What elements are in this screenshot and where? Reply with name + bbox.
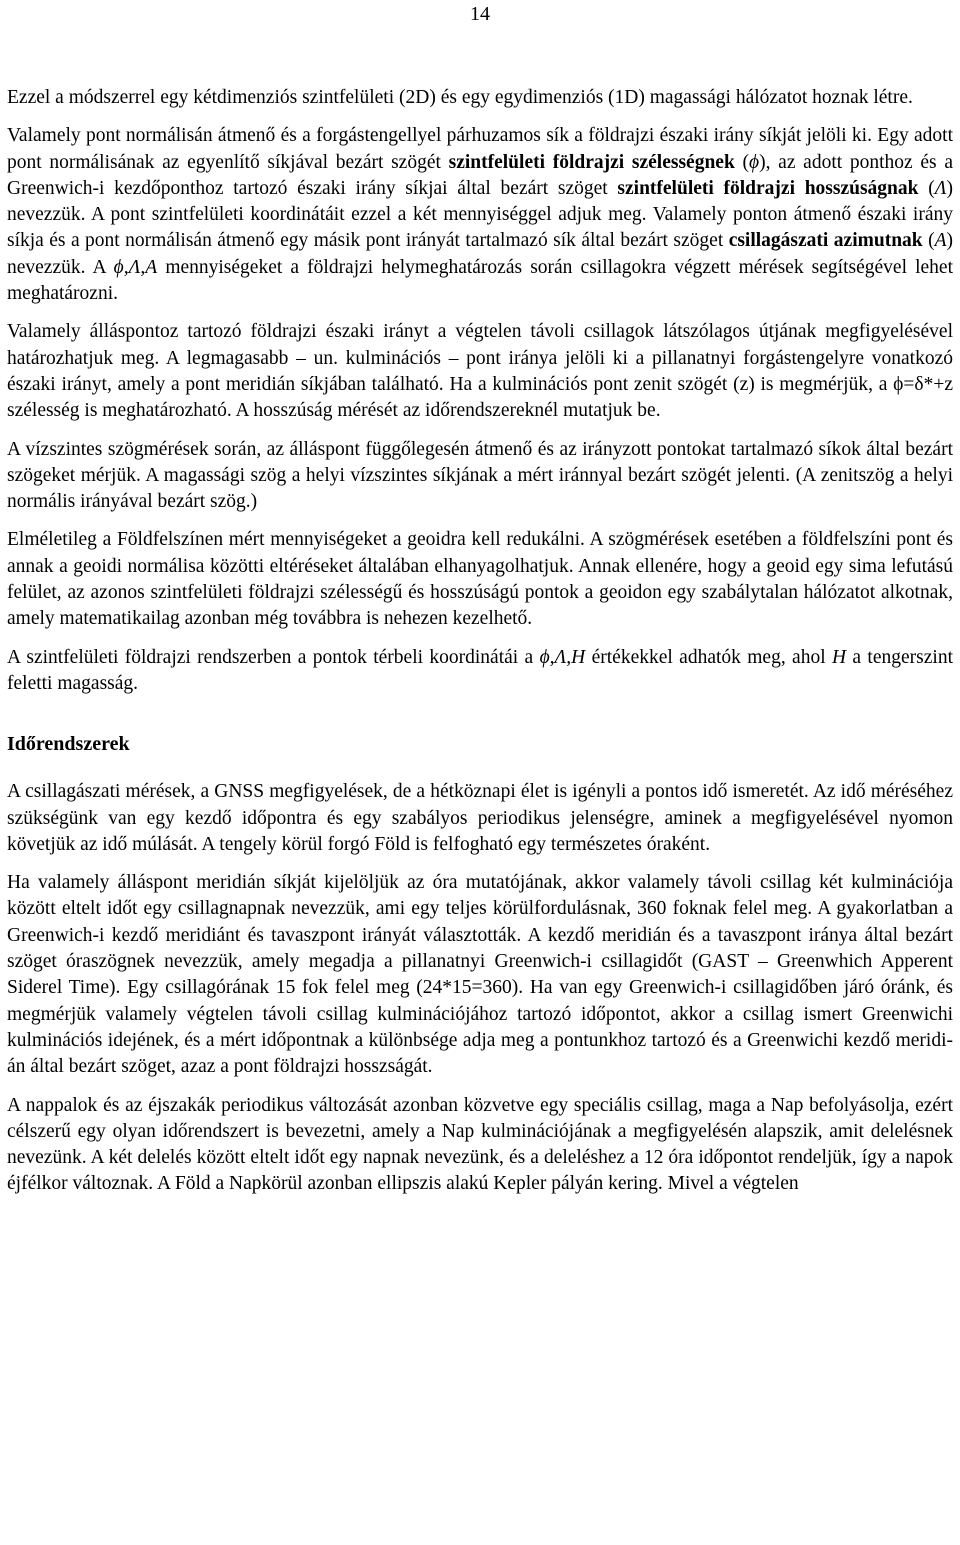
- symbol-lambda: Λ: [934, 177, 947, 199]
- text-run: A szintfelületi földrajzi rendszerben a pontok térbeli koordinátái a: [7, 646, 540, 668]
- text-run: mennyiségeket a földrajzi helymeghatározás során csillagokra végzett mérések segítségével lehet meghatározni.: [7, 256, 953, 305]
- term-azimuth: csillagászati azimutnak: [728, 230, 923, 252]
- text-run: (: [734, 151, 749, 173]
- paragraph-intro: Ezzel a módszerrel egy kétdimenziós szintfelületi (2D) és egy egydimenziós (1D) magassági hálózatot hoznak létre.: [7, 87, 913, 108]
- paragraph-north-direction: Valamely álláspontoz tartozó földrajzi északi irányt a végtelen távoli csillagok látszólagos útjának megfigyelésével határozhatjuk meg. A legmagasabb – un. kulminációs – pont iránya jelöli ki a pillanatnyi forgástengelyre vonatkozó északi irányt, amely a pont meridián síkjában található. Ha a kulminációs pont zenit szögét (z) is megmérjük, a ϕ=δ*+z szélesség is meghatározható. A hosszúság mérését az időrendszereknél mutatjuk be.: [7, 321, 953, 422]
- symbol-a: A: [934, 230, 947, 252]
- symbol-phi-lambda-h: ϕ,Λ,H: [539, 646, 586, 668]
- symbol-phi-lambda-a: ϕ,Λ,A: [113, 256, 158, 278]
- paragraph-geoid: Elméletileg a Földfelszínen mért mennyiségeket a geoidra kell redukálni. A szögmérések esetében a földfelszíni pont és annak a geoidi normálisa közötti eltéréseket általában elhanyagolhatjuk. Annak ellenére, hogy a geoid egy sima lefutású felület, az azonos szintfelületi földrajzi szélességű és hosszúságú pontok a geoidon egy szabálytalan hálózatot alkotnak, amely matematikailag azonban még továbbra is nehezen kezelhető.: [7, 529, 953, 630]
- paragraph-spatial-coordinates: [7, 645, 953, 698]
- paragraph-coordinates: [7, 123, 953, 307]
- text-run: ), az adott ponthoz és a Greenwich-i kezdőponthoz tartozó északi irány síkjai által bezárt szöget: [7, 151, 953, 199]
- symbol-phi: ϕ: [749, 151, 760, 173]
- paragraph-solar-time: A nappalok és az éjszakák periodikus változását azonban közvetve egy speciális csillag, maga a Nap befolyásolja, ezért célszerű egy olyan időrendszert is bevezetni, amely a Nap kulminációjának a megfigyelésén alapszik, amit delelésnek nevezünk. A két delelés között eltelt időt egy napnak nevezünk, és a deleléshez a 12 óra időpontot rendeljük, így a napok éjfélkor változnak. A Föld a Napkörül azonban ellipszis alakú Kepler pályán kering. Mivel a végtelen: [7, 1094, 953, 1195]
- text-run: ) nevezzük. A pont szintfelületi koordinátáit ezzel a két mennyiséggel adjuk meg. Valamely ponton átmenő északi irány síkja és a pont normálisán átmenő egy másik pont irányát tartalmazó sík által bezárt szöget: [7, 177, 953, 252]
- text-run: Valamely pont normálisán átmenő és a forgástengellyel párhuzamos sík a földrajzi északi irány síkját jelöli ki. Egy adott pont normálisának az egyenlítő síkjával bezárt szögét: [7, 125, 953, 173]
- text-run: ) nevezzük. A: [7, 230, 954, 278]
- text-run: a tengerszint feletti magasság.: [7, 646, 953, 694]
- term-latitude: szintfelületi földrajzi szélességnek: [448, 151, 735, 173]
- term-longitude: szintfelületi földrajzi hosszúságnak: [617, 177, 919, 199]
- page-number: 14: [470, 3, 490, 25]
- page-body: [7, 85, 953, 1210]
- text-run: (: [922, 230, 935, 252]
- paragraph-sidereal-time: Ha valamely álláspont meridián síkját kijelöljük az óra mutatójának, akkor valamely távoli csillag két kulminációja között eltelt időt egy csillagnapnak nevezzük, ami egy teljes körülfordulásnak, 360 foknak felel meg. A gyakorlatban a Greenwich-i kezdő meridiánt és tavaszpont irányát választották. A kezdő meridián és a tavaszpont iránya által bezárt szöget óraszögnek nevezzük, amely megadja a pillanatnyi Greenwich-i csillagidőt (GAST – Greenwhich Apperent Siderel Time). Egy csillagórának 15 fok felel meg (24*15=360). Ha van egy Greenwich-i csillagidőben járó óránk, és megmérjük valamely végtelen távoli csillag kulminációjához tartozó időpontot, akkor a csillag ismert Greenwichi kulminációs idejének, és a mért időpontnak a különbsége adja meg a pontunkhoz tartozó és a Greenwichi kezdő meridián által bezárt szöget, azaz a pont földrajzi hosszságát.: [7, 872, 953, 1078]
- text-run: (: [918, 177, 935, 199]
- symbol-h: H: [831, 646, 847, 668]
- section-heading: Időrendszerek: [7, 733, 130, 756]
- paragraph-time-intro: A csillagászati mérések, a GNSS megfigyelések, de a hétköznapi élet is igényli a pontos idő ismeretét. Az idő méréséhez szükségünk van egy kezdő időpontra és egy szabályos periodikus jelenségre, aminek a megfigyelésével nyomon követjük az idő múlását. A tengely körül forgó Föld is felfogható egy természetes óraként.: [7, 781, 953, 855]
- paragraph-horizontal-angles: A vízszintes szögmérések során, az álláspont függőlegesén átmenő és az irányzott pontokat tartalmazó síkok által bezárt szögeket mérjük. A magassági szög a helyi vízszintes síkjának a mért iránnyal bezárt szögét jelenti. (A zenitszög a helyi normális irányával bezárt szög.): [7, 438, 953, 513]
- text-run: értékekkel adhatók meg, ahol: [585, 646, 832, 668]
